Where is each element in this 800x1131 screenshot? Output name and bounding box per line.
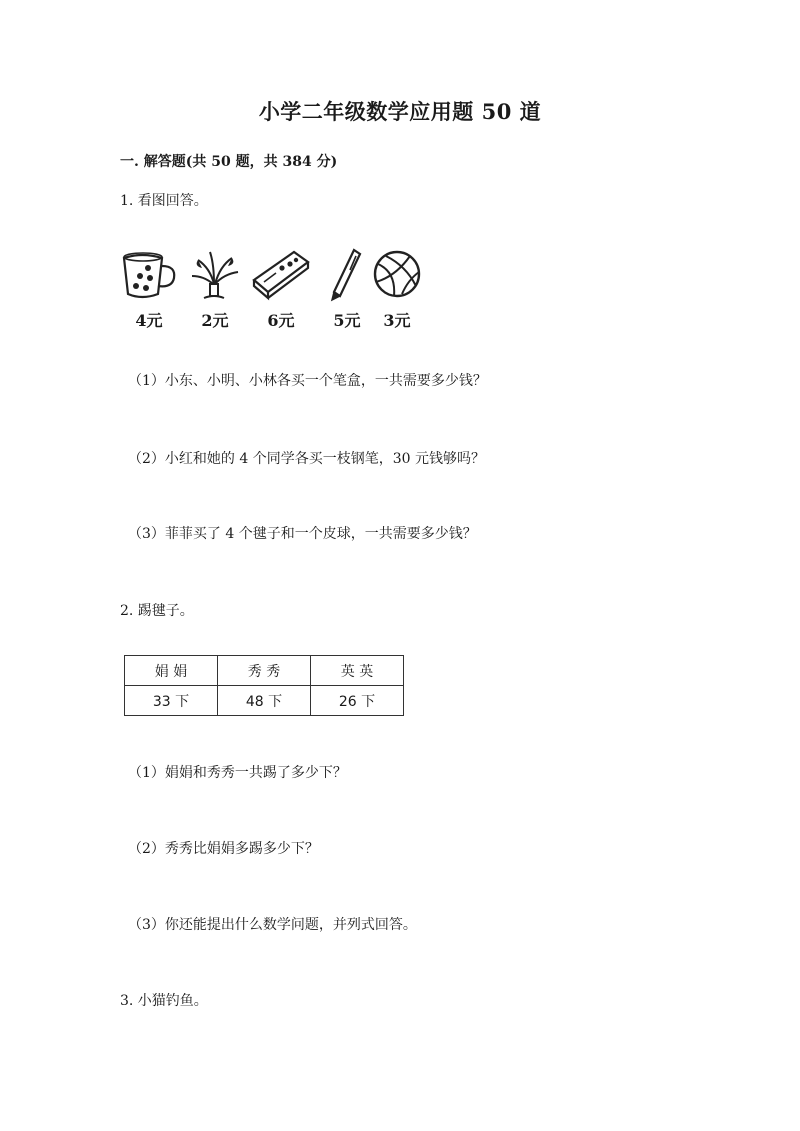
table-cell: 33 下 bbox=[125, 686, 218, 716]
table-row bbox=[125, 686, 404, 716]
question-1-sub-3: （3）菲菲买了 4 个毽子和一个皮球，一共需要多少钱？ bbox=[128, 526, 477, 542]
item-ball bbox=[366, 246, 428, 332]
item-cup bbox=[118, 246, 180, 332]
question-2-sub-2: （2）秀秀比娟娟多踢多少下？ bbox=[128, 841, 319, 857]
section-heading: 一. 解答题(共 50 题，共 384 分) bbox=[120, 154, 338, 170]
kick-count-table bbox=[124, 655, 404, 716]
table-cell: 48 下 bbox=[218, 686, 311, 716]
question-2-heading: 2. 踢毽子。 bbox=[120, 603, 194, 619]
table-header-row bbox=[125, 656, 404, 686]
question-2-sub-1: （1）娟娟和秀秀一共踢了多少下？ bbox=[128, 765, 347, 781]
table-cell: 26 下 bbox=[311, 686, 404, 716]
price-label: 2元 bbox=[201, 311, 229, 330]
question-2-sub-3: （3）你还能提出什么数学问题，并列式回答。 bbox=[128, 917, 417, 933]
item-plant bbox=[184, 246, 246, 332]
table-header-cell: 秀 秀 bbox=[218, 656, 311, 686]
cup-icon bbox=[118, 246, 180, 304]
question-1-sub-1: （1）小东、小明、小林各买一个笔盒，一共需要多少钱？ bbox=[128, 373, 487, 389]
price-label: 4元 bbox=[135, 311, 163, 330]
pencil-box-icon bbox=[250, 246, 312, 304]
price-label: 5元 bbox=[333, 311, 361, 330]
ball-icon bbox=[366, 246, 428, 304]
plant-icon bbox=[184, 246, 246, 304]
price-label: 6元 bbox=[267, 311, 295, 330]
table-header-cell: 娟 娟 bbox=[125, 656, 218, 686]
question-1-heading: 1. 看图回答。 bbox=[120, 193, 208, 209]
item-pencil-box bbox=[250, 246, 312, 332]
page-title: 小学二年级数学应用题 50 道 bbox=[258, 99, 542, 124]
price-label: 3元 bbox=[383, 311, 411, 330]
price-items-figure bbox=[118, 246, 428, 332]
question-1-sub-2: （2）小红和她的 4 个同学各买一枝钢笔，30 元钱够吗？ bbox=[128, 451, 485, 467]
table-header-cell: 英 英 bbox=[311, 656, 404, 686]
question-3-heading: 3. 小猫钓鱼。 bbox=[120, 993, 208, 1009]
